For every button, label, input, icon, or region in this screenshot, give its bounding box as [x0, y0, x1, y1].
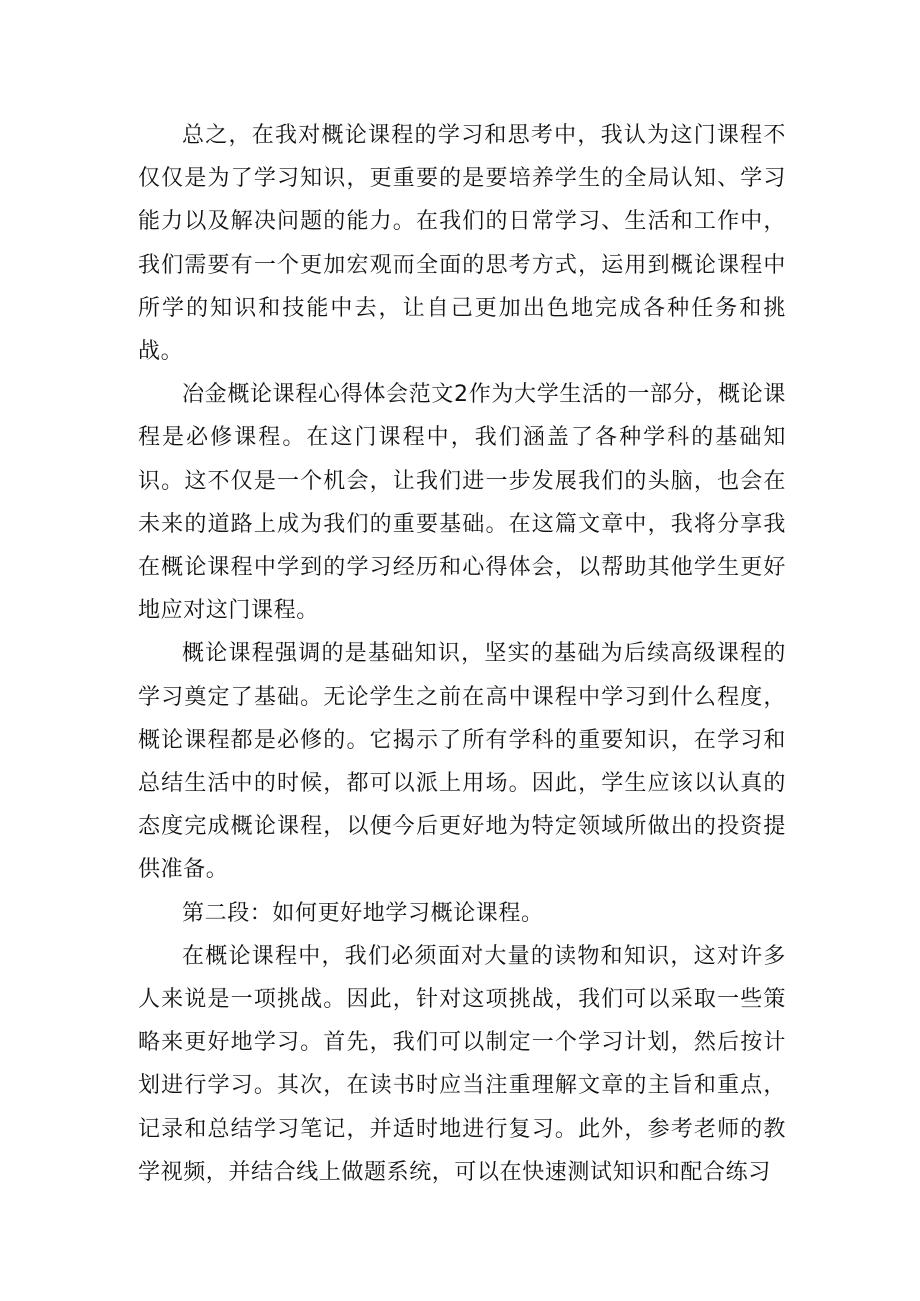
paragraph-summary: 总之，在我对概论课程的学习和思考中，我认为这门课程不仅仅是为了学习知识，更重要的是要培养学生的全局认知、学习能力以及解决问题的能力。在我们的日常学习、生活和工作中，我们需要有一个更加宏观而全面的思考方式，运用到概论课程中所学的知识和技能中去，让自己更加出色地完成各种任务和挑战。	[138, 123, 786, 365]
section-heading-2: 第二段：如何更好地学习概论课程。	[182, 900, 544, 926]
paragraph-foundation: 概论课程强调的是基础知识，坚实的基础为后续高级课程的学习奠定了基础。无论学生之前在高中课程中学习到什么程度，概论课程都是必修的。它揭示了所有学科的重要知识，在学习和总结生活中的时候，都可以派上用场。因此，学生应该以认真的态度完成概论课程，以便今后更好地为特定领域所做出的投资提供准备。	[138, 641, 786, 883]
paragraph-essay-2-intro: 冶金概论课程心得体会范文2作为大学生活的一部分，概论课程是必修课程。在这门课程中，我们涵盖了各种学科的基础知识。这不仅是一个机会，让我们进一步发展我们的头脑，也会在未来的道路上成为我们的重要基础。在这篇文章中，我将分享我在概论课程中学到的学习经历和心得体会，以帮助其他学生更好地应对这门课程。	[138, 382, 786, 624]
paragraph-study-strategies: 在概论课程中，我们必须面对大量的读物和知识，这对许多人来说是一项挑战。因此，针对这项挑战，我们可以采取一些策略来更好地学习。首先，我们可以制定一个学习计划，然后按计划进行学习。其次，在读书时应当注重理解文章的主旨和重点，记录和总结学习笔记，并适时地进行复习。此外，参考老师的教学视频，并结合线上做题系统，可以在快速测试知识和配合练习	[138, 943, 786, 1185]
document-page	[138, 114, 786, 1194]
